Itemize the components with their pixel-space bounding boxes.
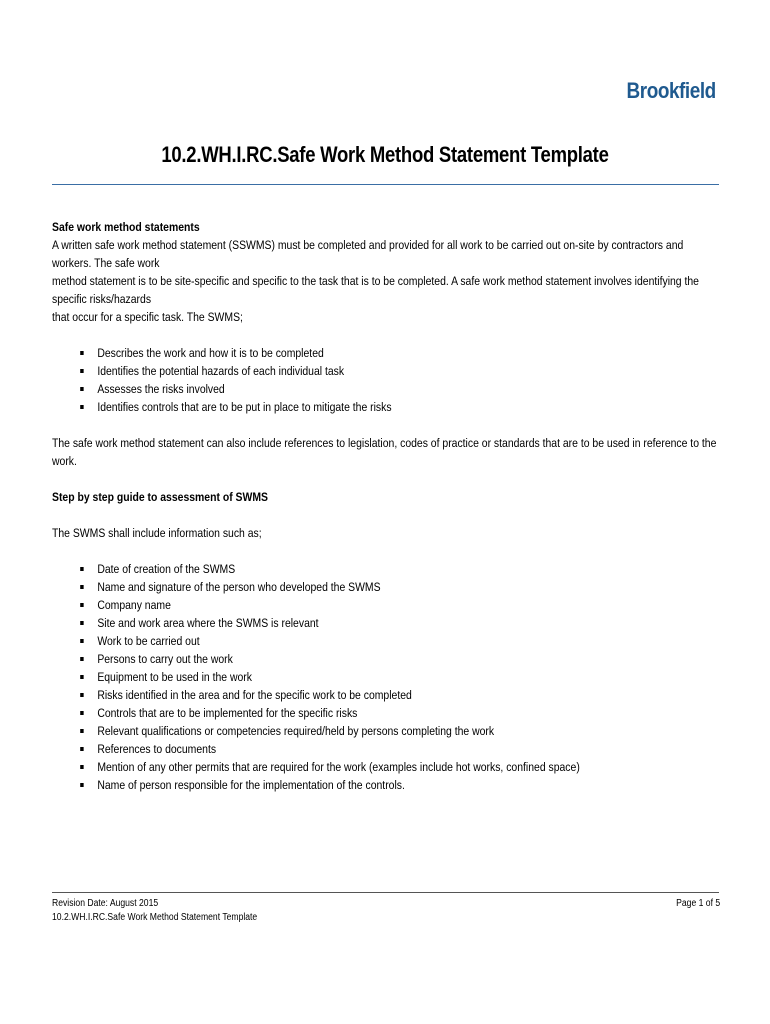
square-bullet-icon bbox=[80, 621, 83, 625]
swms-purpose-list bbox=[52, 344, 719, 416]
list-item: Describes the work and how it is to be completed bbox=[80, 344, 719, 362]
closing-paragraph: The safe work method statement can also include references to legislation, codes of practice or standards that are to be used in reference to the work. bbox=[52, 436, 717, 468]
square-bullet-icon bbox=[80, 585, 83, 589]
spacer bbox=[52, 326, 719, 344]
spacer bbox=[52, 542, 719, 560]
square-bullet-icon bbox=[80, 351, 83, 355]
document-title: 10.2.WH.I.RC.Safe Work Method Statement Template bbox=[161, 142, 609, 167]
intro-line-1: A written safe work method statement (SSWMS) must be completed and provided for all work to be carried out on-site by contractors and workers. The safe work bbox=[52, 238, 684, 270]
list-item: Identifies the potential hazards of each individual task bbox=[80, 362, 719, 380]
list-item: Assesses the risks involved bbox=[80, 380, 719, 398]
square-bullet-icon bbox=[80, 405, 83, 409]
square-bullet-icon bbox=[80, 711, 83, 715]
section2-intro: The SWMS shall include information such as; bbox=[52, 526, 262, 540]
title-divider bbox=[52, 184, 719, 185]
square-bullet-icon bbox=[80, 783, 83, 787]
square-bullet-icon bbox=[80, 765, 83, 769]
revision-date: Revision Date: August 2015 bbox=[52, 898, 159, 909]
list-item: Risks identified in the area and for the specific work to be completed bbox=[80, 686, 719, 704]
intro-line-3: that occur for a specific task. The SWMS; bbox=[52, 310, 243, 324]
brand-logo-text: Brookfield bbox=[626, 78, 716, 103]
list-item: Work to be carried out bbox=[80, 632, 719, 650]
square-bullet-icon bbox=[80, 747, 83, 751]
intro-line-2: method statement is to be site-specific and specific to the task that is to be completed. A safe work method statement involves identifying the specific risks/hazards bbox=[52, 274, 699, 306]
spacer bbox=[52, 470, 719, 488]
square-bullet-icon bbox=[80, 657, 83, 661]
page-number: Page 1 of 5 bbox=[676, 898, 720, 909]
footer-info bbox=[52, 897, 257, 925]
list-item: References to documents bbox=[80, 740, 719, 758]
square-bullet-icon bbox=[80, 369, 83, 373]
spacer bbox=[52, 506, 719, 524]
swms-information-list bbox=[52, 560, 719, 794]
square-bullet-icon bbox=[80, 675, 83, 679]
footer-divider bbox=[52, 892, 719, 893]
square-bullet-icon bbox=[80, 693, 83, 697]
list-item: Name of person responsible for the implementation of the controls. bbox=[80, 776, 719, 794]
section-heading-step-guide: Step by step guide to assessment of SWMS bbox=[52, 490, 268, 504]
spacer bbox=[52, 416, 719, 434]
list-item: Relevant qualifications or competencies required/held by persons completing the work bbox=[80, 722, 719, 740]
list-item: Date of creation of the SWMS bbox=[80, 560, 719, 578]
list-item: Equipment to be used in the work bbox=[80, 668, 719, 686]
list-item: Company name bbox=[80, 596, 719, 614]
square-bullet-icon bbox=[80, 639, 83, 643]
section-heading-safe-work: Safe work method statements bbox=[52, 220, 200, 234]
document-body bbox=[52, 218, 719, 794]
list-item: Identifies controls that are to be put in place to mitigate the risks bbox=[80, 398, 719, 416]
list-item: Mention of any other permits that are required for the work (examples include hot works, confined space) bbox=[80, 758, 719, 776]
square-bullet-icon bbox=[80, 729, 83, 733]
list-item: Site and work area where the SWMS is relevant bbox=[80, 614, 719, 632]
list-item: Name and signature of the person who developed the SWMS bbox=[80, 578, 719, 596]
square-bullet-icon bbox=[80, 603, 83, 607]
square-bullet-icon bbox=[80, 387, 83, 391]
list-item: Persons to carry out the work bbox=[80, 650, 719, 668]
square-bullet-icon bbox=[80, 567, 83, 571]
footer-document-name: 10.2.WH.I.RC.Safe Work Method Statement Template bbox=[52, 912, 258, 923]
list-item: Controls that are to be implemented for the specific risks bbox=[80, 704, 719, 722]
